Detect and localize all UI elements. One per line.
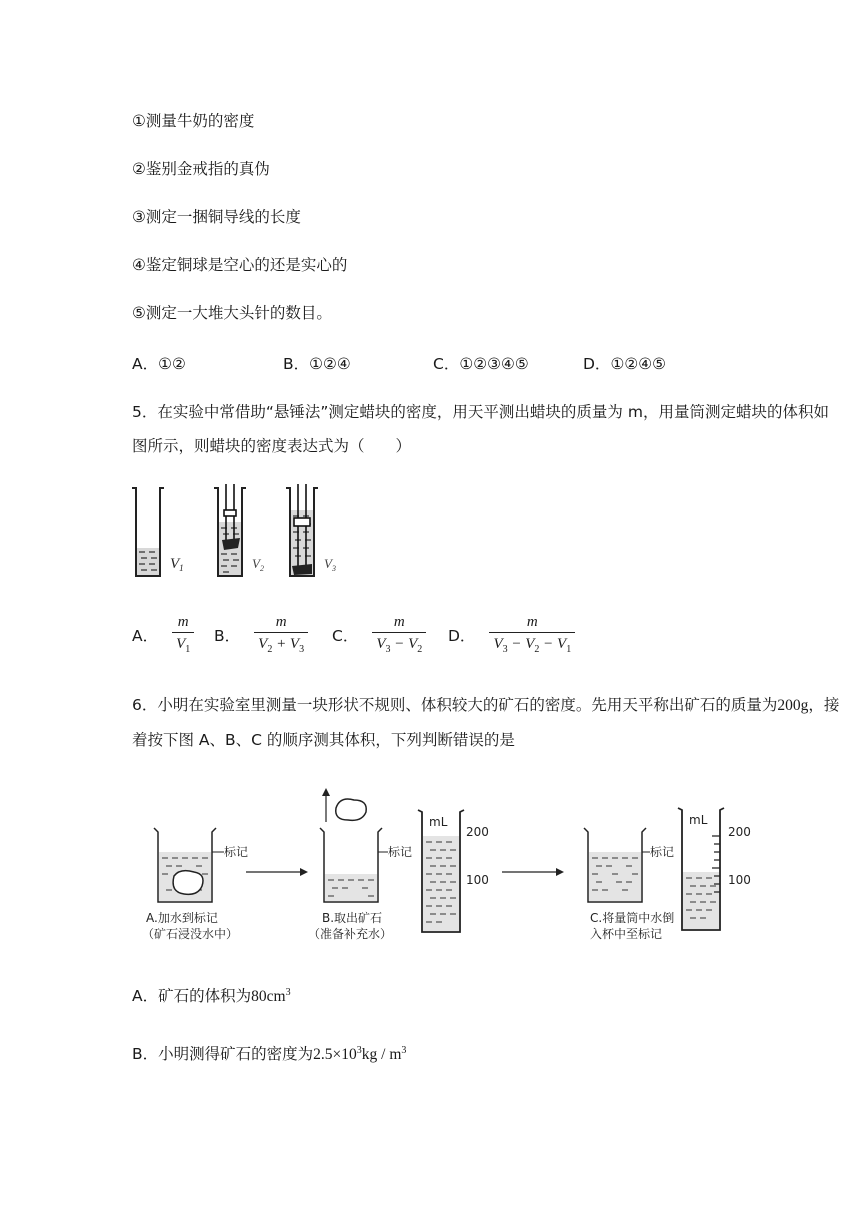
cylinder-c bbox=[678, 808, 751, 930]
list-item-1: ①测量牛奶的密度 bbox=[132, 112, 255, 130]
q6-question: 6．小明在实验室里测量一块形状不规则、体积较大的矿石的密度。先用天平称出矿石的质量为200g，接着按下图 A、B、C 的顺序测其体积，下列判断错误的是 bbox=[132, 696, 840, 749]
q4-option-a[interactable]: A．①② bbox=[132, 355, 186, 373]
label-v2: $V_2$ bbox=[252, 556, 264, 573]
beaker-a bbox=[142, 828, 248, 941]
q6-mass: 200g bbox=[777, 697, 809, 714]
cylinder-b bbox=[418, 810, 489, 932]
caption-c-line1: C.将量筒中水倒 bbox=[590, 911, 675, 925]
beaker-c bbox=[584, 828, 674, 941]
tick-200-c: 200 bbox=[728, 825, 751, 839]
list-item-4: ④鉴定铜球是空心的还是实心的 bbox=[132, 256, 348, 274]
caption-a-line2: （矿石浸没水中） bbox=[142, 927, 239, 941]
tick-100-b: 100 bbox=[466, 873, 489, 887]
mark-label-a: 标记 bbox=[224, 845, 249, 859]
q5-question: 5．在实验中常借助“悬锤法”测定蜡块的密度，用天平测出蜡块的质量为 m，用量筒测定蜡块的体积如图所示，则蜡块的密度表达式为（ ） bbox=[132, 403, 829, 455]
q4-option-b[interactable]: B．①②④ bbox=[283, 355, 351, 373]
ore-stone-a bbox=[173, 871, 203, 895]
q5-option-c[interactable]: C． $\frac{m}{V_3 - V_2}$ bbox=[332, 614, 426, 659]
unit-b: mL bbox=[429, 815, 448, 829]
q5-option-a[interactable]: A． $\frac{m}{V_1}$ bbox=[132, 614, 194, 659]
label-v1: $V_1$ bbox=[170, 556, 184, 573]
q6-ore-figure bbox=[140, 786, 780, 948]
caption-a-line1: A.加水到标记 bbox=[146, 911, 218, 925]
caption-b-line2: （准备补充水） bbox=[308, 927, 393, 941]
list-item-5: ⑤测定一大堆大头针的数目。 bbox=[132, 304, 332, 322]
list-item-2: ②鉴别金戒指的真伪 bbox=[132, 160, 270, 178]
mark-label-b: 标记 bbox=[388, 845, 413, 859]
caption-b-line1: B.取出矿石 bbox=[322, 911, 383, 925]
beaker-b bbox=[308, 788, 412, 941]
volume-value: 80cm bbox=[251, 988, 286, 1005]
q4-option-d[interactable]: D．①②④⑤ bbox=[583, 355, 667, 373]
q5-option-d[interactable]: D． $\frac{m}{V_3 - V_2 - V_1}$ bbox=[448, 614, 575, 659]
ore-stone-b bbox=[336, 799, 367, 820]
label-v3: $V_3$ bbox=[324, 556, 336, 573]
fraction-d: $\frac{m}{V_3 - V_2 - V_1}$ bbox=[489, 614, 575, 659]
tick-100-c: 100 bbox=[728, 873, 751, 887]
list-item-3: ③测定一捆铜导线的长度 bbox=[132, 208, 301, 226]
q6-option-b[interactable]: B．小明测得矿石的密度为$2.5\times 10^3kg / m^3$ bbox=[132, 1044, 407, 1063]
caption-c-line2: 入杯中至标记 bbox=[590, 927, 663, 941]
mark-label-c: 标记 bbox=[650, 845, 675, 859]
q4-option-c[interactable]: C．①②③④⑤ bbox=[433, 355, 529, 373]
fraction-b: $\frac{m}{V_2 + V_3}$ bbox=[254, 614, 308, 659]
q5-option-b[interactable]: B． $\frac{m}{V_2 + V_3}$ bbox=[214, 614, 308, 659]
q5-cylinders-figure bbox=[128, 484, 348, 580]
tick-200-b: 200 bbox=[466, 825, 489, 839]
fraction-c: $\frac{m}{V_3 - V_2}$ bbox=[372, 614, 426, 659]
unit-c: mL bbox=[689, 813, 708, 827]
q6-option-a[interactable]: A．矿石的体积为$80cm^3$ bbox=[132, 986, 291, 1005]
density-value: 2.5×10 bbox=[313, 1046, 357, 1063]
fraction-a: $\frac{m}{V_1}$ bbox=[172, 614, 194, 659]
